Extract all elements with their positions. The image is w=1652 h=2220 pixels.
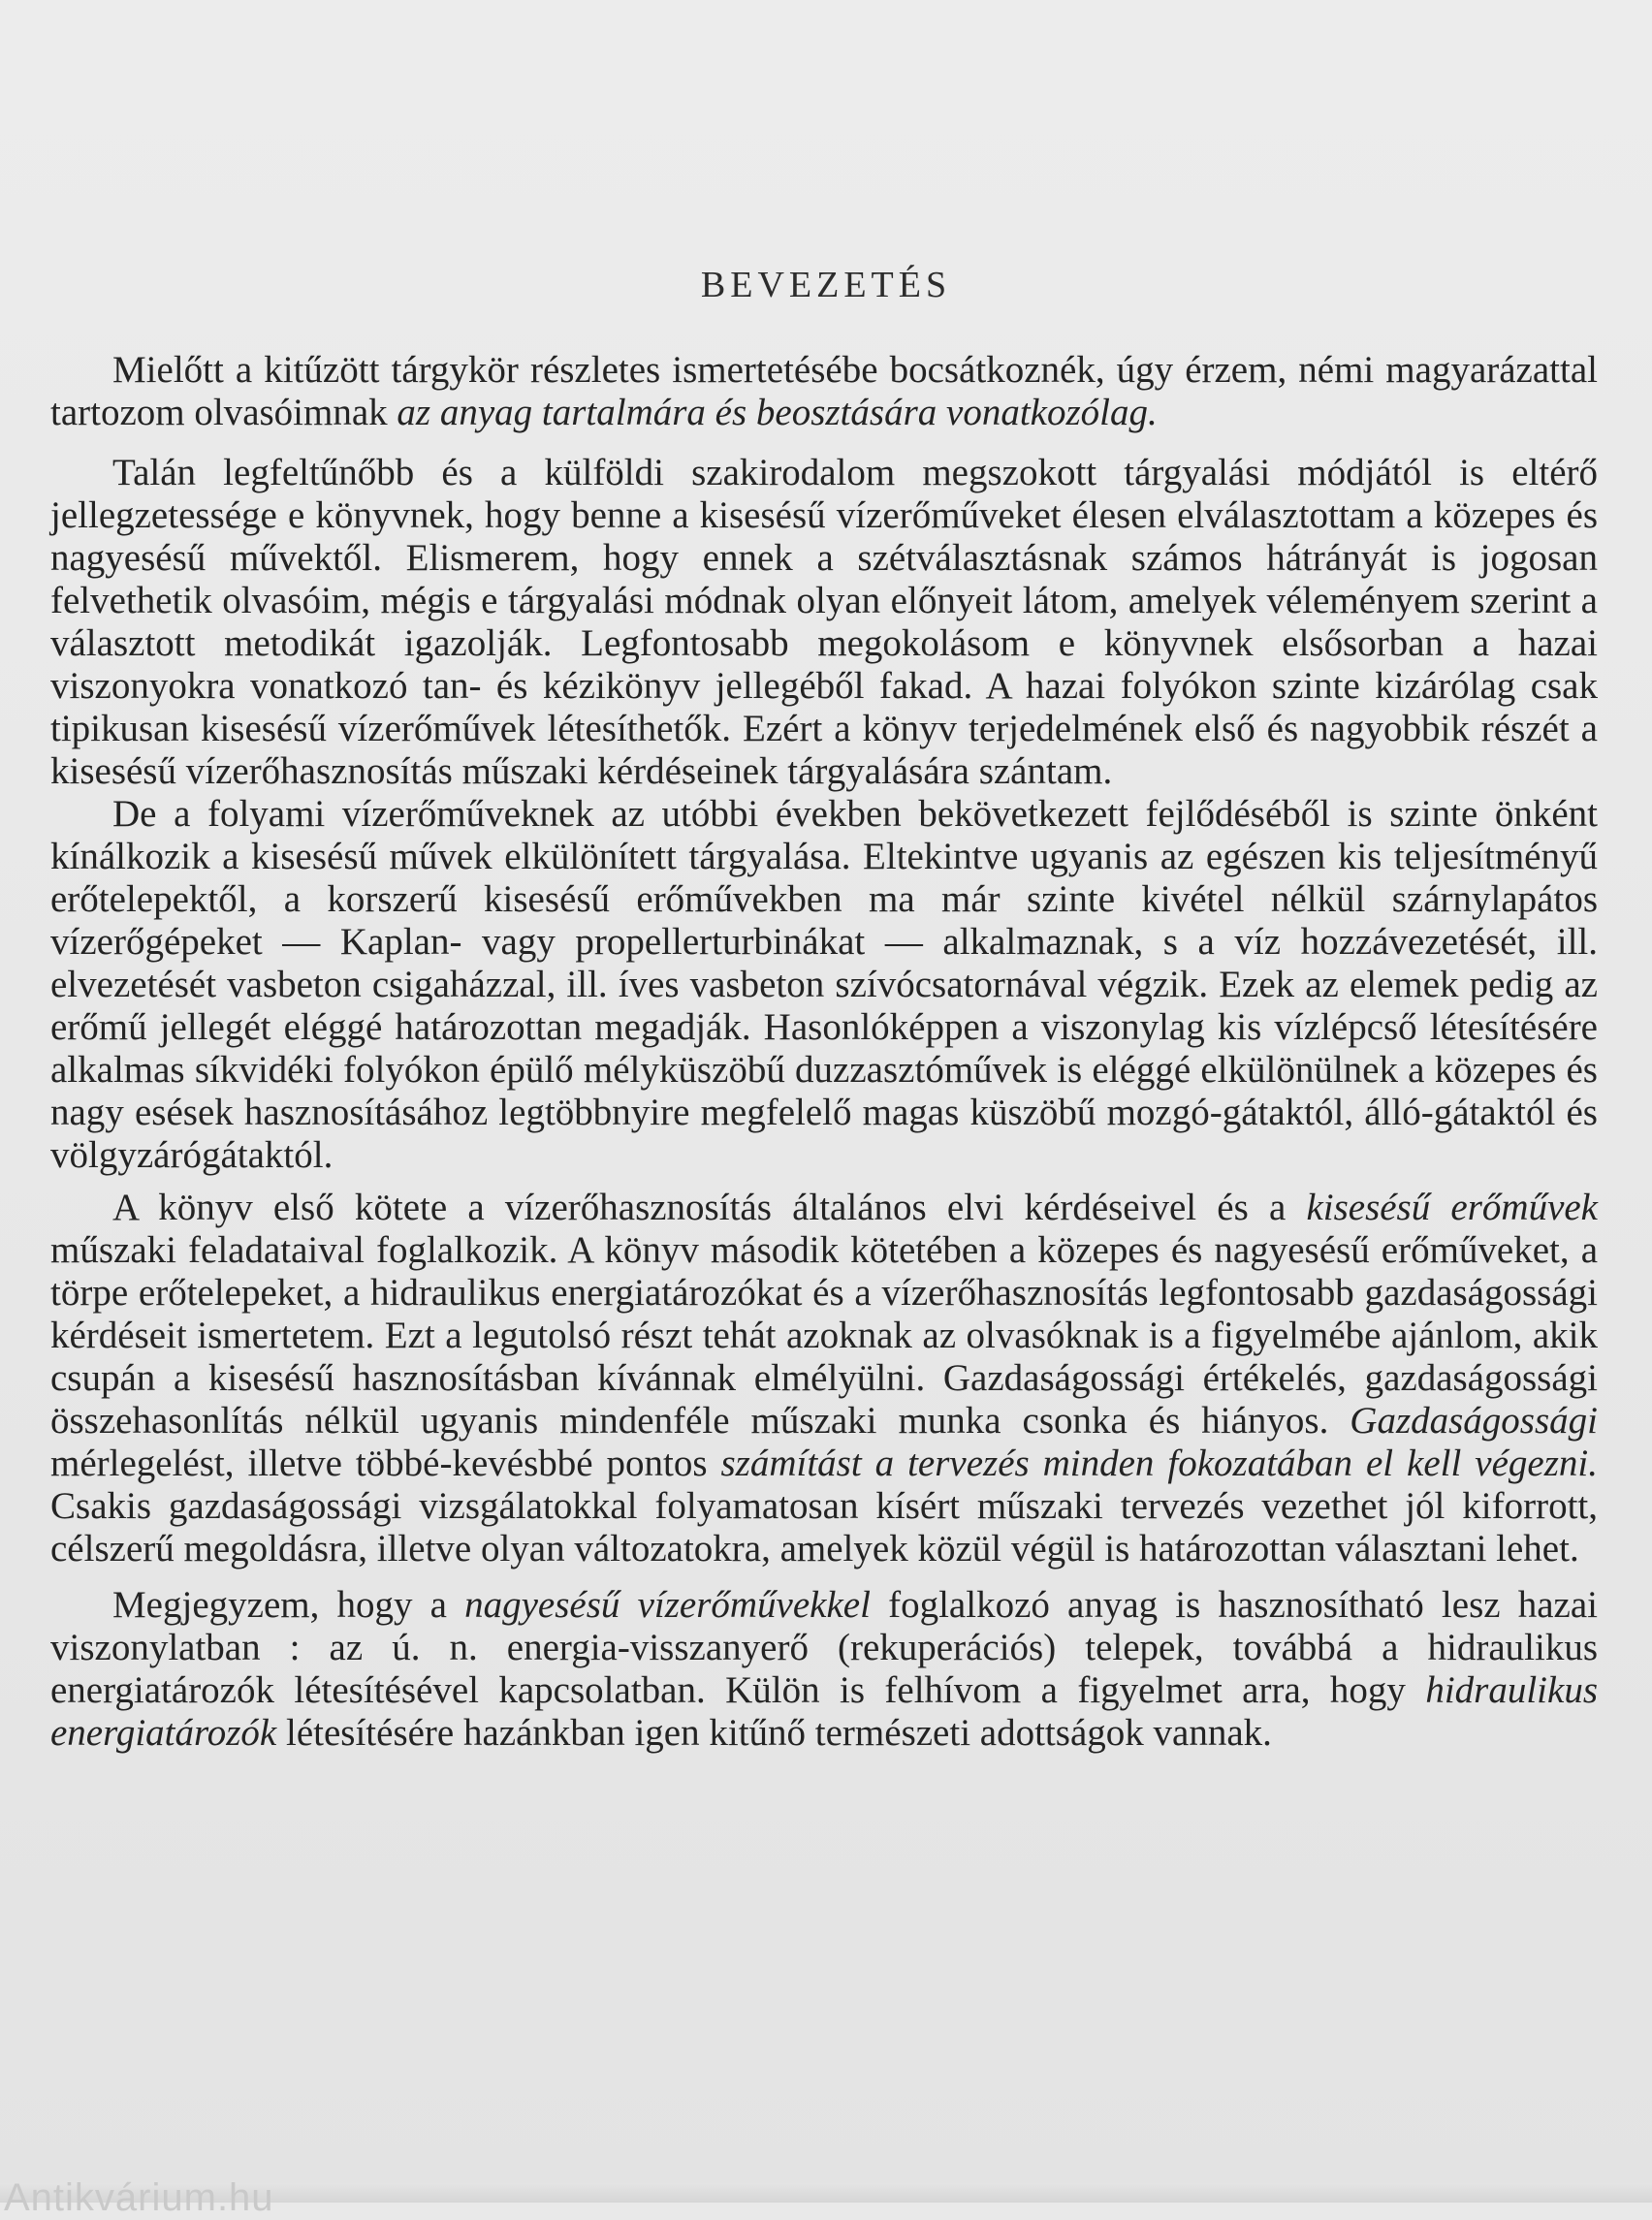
watermark: Antikvárium.hu xyxy=(4,2176,274,2219)
text-span: mérlegelést, illetve többé-kevésbbé pontos xyxy=(50,1443,721,1484)
text-span: Megjegyzem, hogy a xyxy=(112,1584,465,1626)
text-span: De a folyami vízerőműveknek az utóbbi években bekövetkezett fejlődéséből is szinte önként kínálkozik a kisesésű művek elkülönített tárgyalása. Eltekintve ugyanis az egészen kis teljesítményű erőtelepektől, a korszerű kisesésű erőművekben ma már szinte kivétel nélkül szárnylapátos vízerőgépeket — Kaplan- vagy propellerturbinákat — alkalmaznak, s a víz hozzávezetését, ill. elvezetését vasbeton csigaházzal, ill. íves vasbeton szívócsatornával végzik. Ezek az elemek pedig az erőmű jellegét eléggé határozottan megadják. Hasonlóképpen a viszonylag kis vízlépcső létesítésére alkalmas síkvidéki folyókon épülő mélyküszöbű duzzasztóművek is eléggé elkülönülnek a közepes és nagy esések hasznosításához legtöbbnyire megfelelő magas küszöbű mozgó-gátaktól, álló-gátaktól és völgyzárógátaktól. xyxy=(50,793,1598,1176)
text-span: A könyv első kötete a vízerőhasznosítás általános elvi kérdéseivel és a xyxy=(112,1187,1307,1228)
italic-span: hidraulikus energiatározók xyxy=(50,1669,1598,1754)
paragraph xyxy=(50,349,1598,434)
text-span: műszaki feladataival foglalkozik. A könyv második kötetében a közepes és nagyesésű erőműveket, a törpe erőtelepeket, a hidraulikus energiatározókat és a vízerőhasznosítás legfontosabb gazdaságossági kérdéseit ismertetem. Ezt a legutolsó részt tehát azoknak az olvasóknak is a figyelmébe ajánlom, akik csupán a kisesésű hasznosításban kívánnak elmélyülni. Gazdaságossági értékelés, gazdaságossági összehasonlítás nélkül ugyanis mindenféle műszaki munka csonka és hiányos. xyxy=(50,1229,1598,1442)
text-span: létesítésére hazánkban igen kitűnő természeti adottságok vannak. xyxy=(276,1712,1272,1754)
paragraph xyxy=(50,1187,1598,1570)
text-span: Talán legfeltűnőbb és a külföldi szakirodalom megszokott tárgyalási módjától is eltérő jellegzetessége e könyvnek, hogy benne a kisesésű vízerőműveket élesen elválasztottam a közepes és nagyesésű művektől. Elismerem, hogy ennek a szétválasztásnak számos hátrányát is jogosan felvethetik olvasóim, mégis e tárgyalási módnak olyan előnyeit látom, amelyek véleményem szerint a választott metodikát igazolják. Legfontosabb megokolásom e könyvnek elsősorban a hazai viszonyokra vonatkozó tan- és kézikönyv jellegéből fakad. A hazai folyókon szinte kizárólag csak tipikusan kisesésű vízerőművek létesíthetők. Ezért a könyv terjedelmének első és nagyobbik részét a kisesésű vízerőhasznosítás műszaki kérdéseinek tárgyalására szántam. xyxy=(50,452,1598,792)
italic-span: az anyag tartalmára és beosztására vonatkozólag. xyxy=(397,392,1158,433)
italic-span: kisesésű erőművek xyxy=(1306,1187,1598,1228)
text-span: Mielőtt a kitűzött tárgykör részletes ismertetésébe bocsátkoznék, úgy érzem, némi magyarázattal tartozom olvasóimnak xyxy=(50,349,1598,433)
italic-span: számítást a tervezés minden fokozatában el kell végezni. xyxy=(720,1443,1598,1484)
paragraph xyxy=(50,1584,1598,1755)
italic-span: Gazdaságossági xyxy=(1350,1400,1598,1442)
text-span: foglalkozó anyag is hasznosítható lesz hazai viszonylatban : az ú. n. energia-visszanyerő (rekuperációs) telepek, továbbá a hidraulikus energiatározók létesítésével kapcsolatban. Külön is felhívom a figyelmet arra, hogy xyxy=(50,1584,1598,1711)
italic-span: nagyesésű vízerőművekkel xyxy=(464,1584,871,1626)
paragraph xyxy=(50,793,1598,1177)
chapter-body xyxy=(50,349,1598,1755)
text-span: Csakis gazdaságossági vizsgálatokkal folyamatosan kísért műszaki tervezés vezethet jól kiforrott, célszerű megoldásra, illetve olyan változatokra, amelyek közül végül is határozottan választani lehet. xyxy=(50,1485,1598,1570)
chapter-title: BEVEZETÉS xyxy=(700,265,952,305)
paragraph xyxy=(50,452,1598,793)
